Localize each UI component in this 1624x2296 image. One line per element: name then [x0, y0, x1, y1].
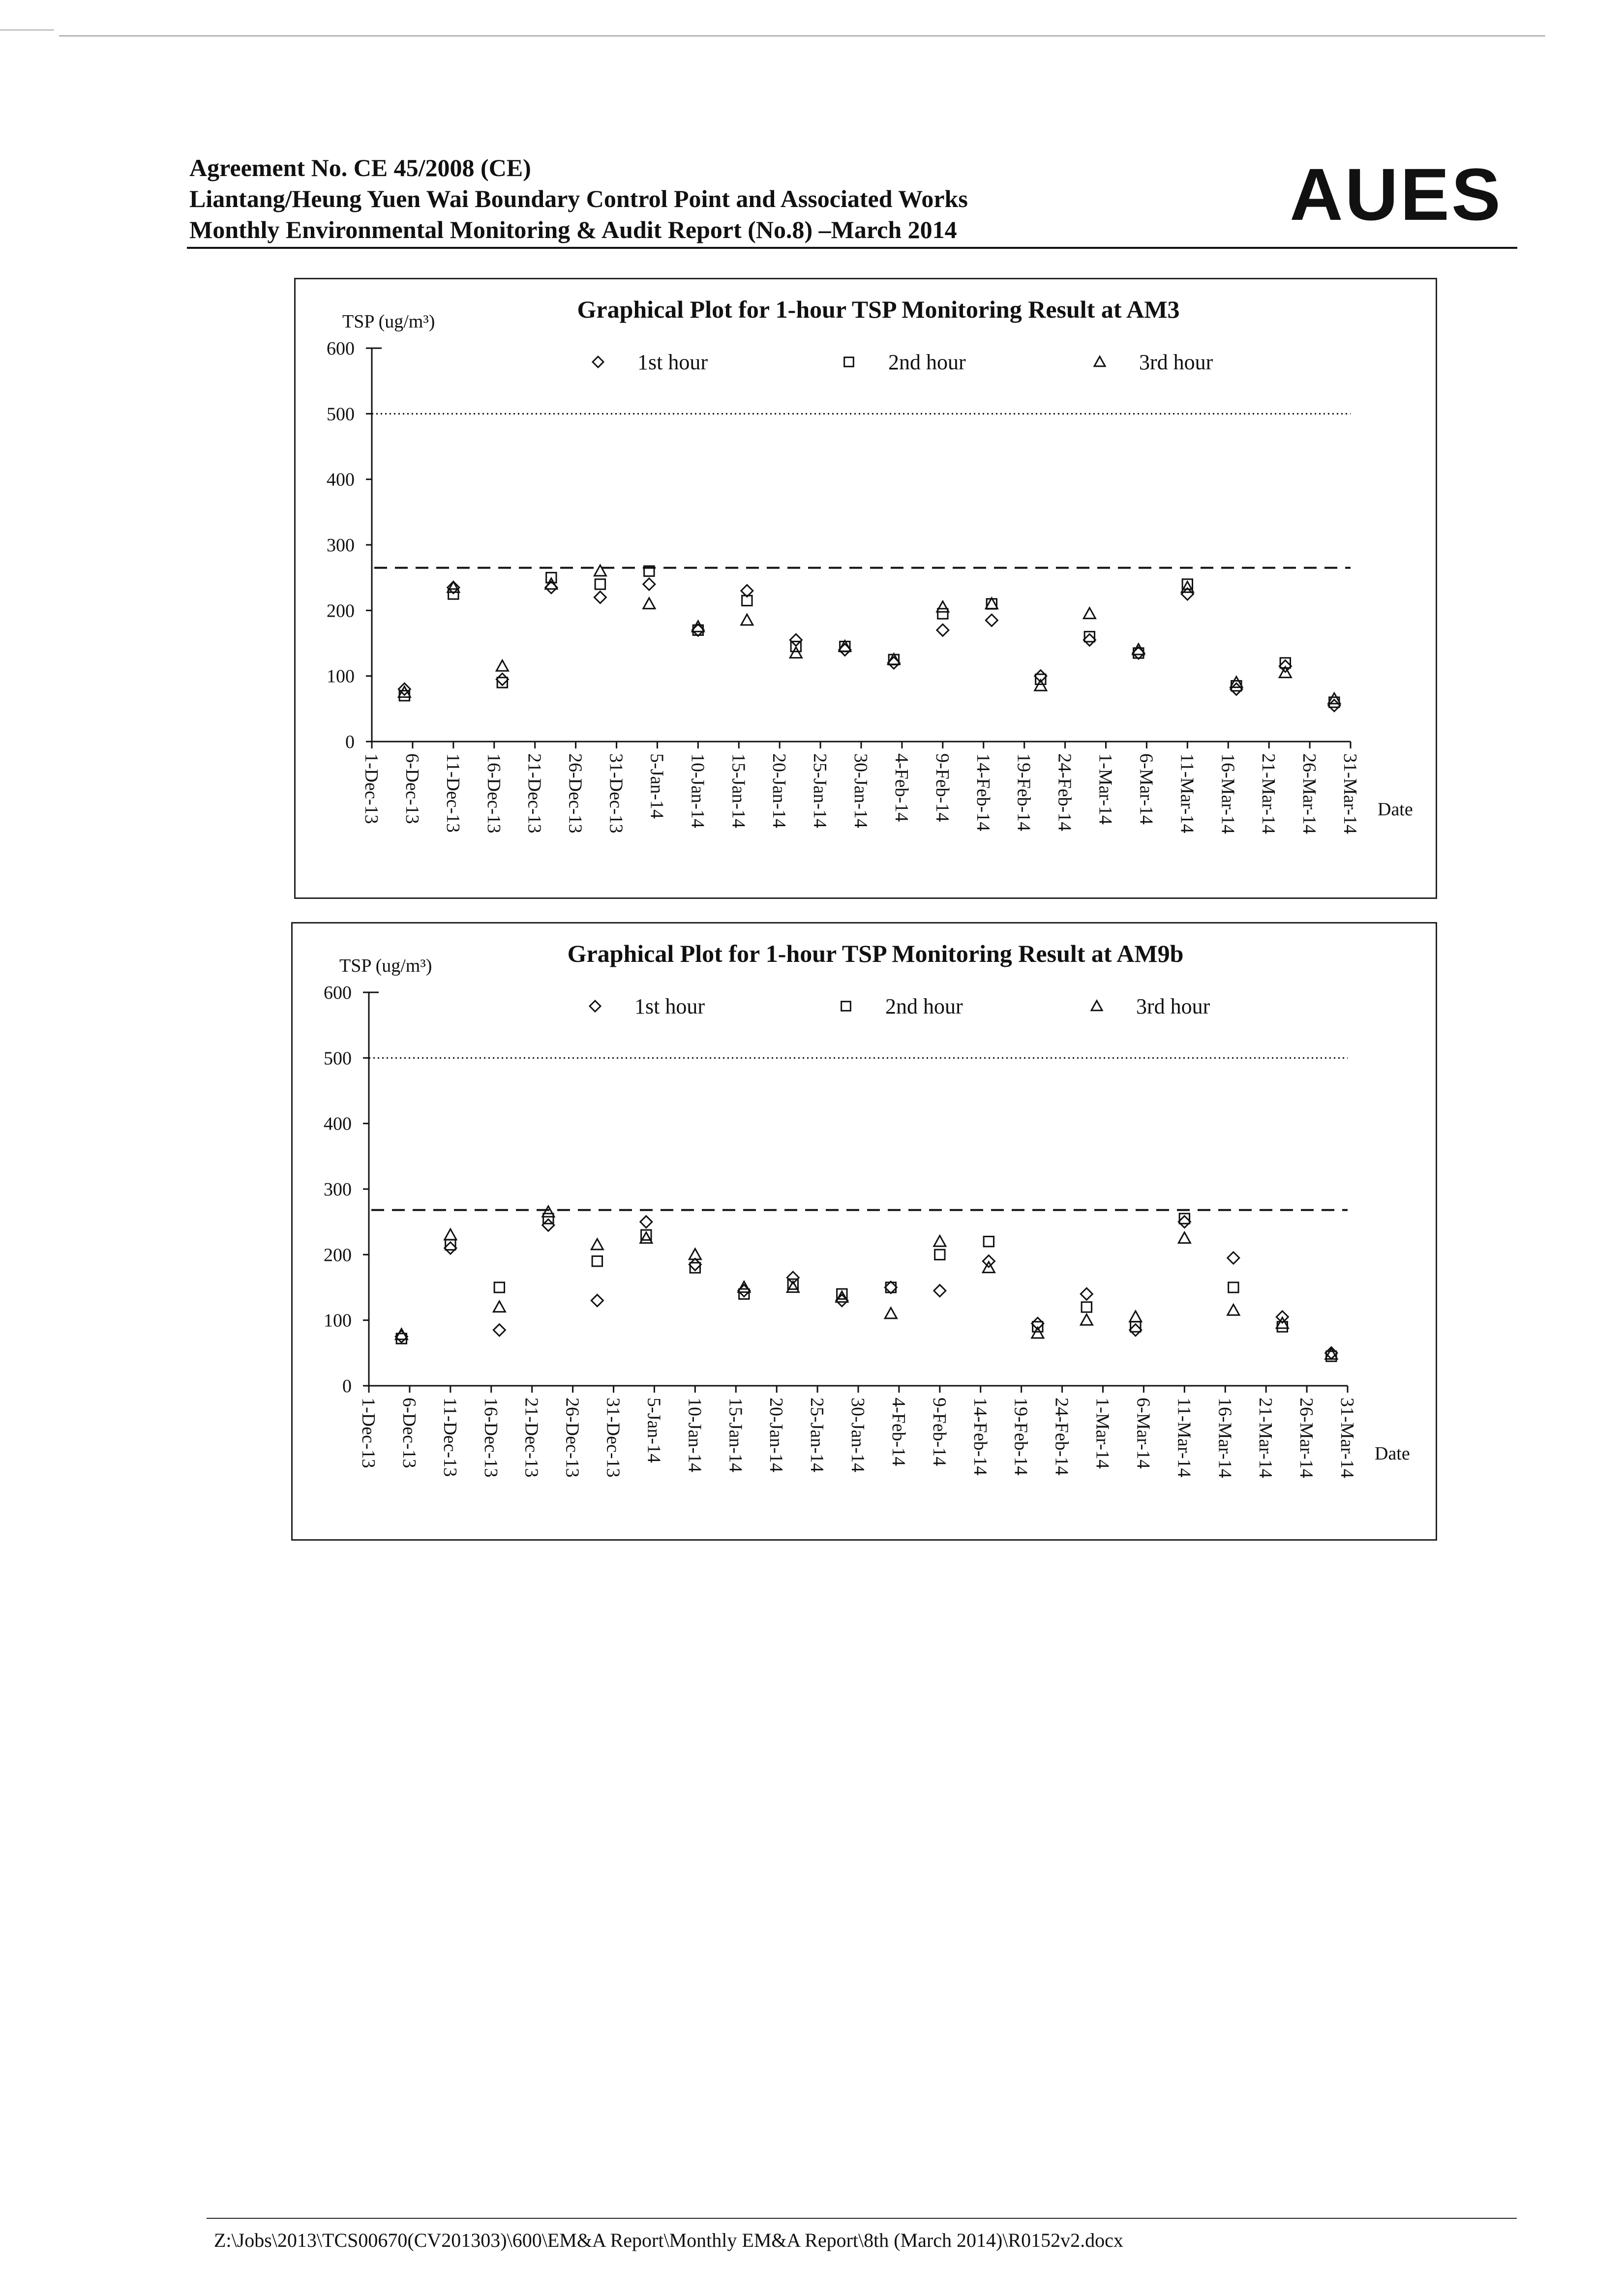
data-point-diamond	[934, 1285, 946, 1297]
series-1	[398, 578, 1340, 712]
x-tick-label: 1-Dec-13	[361, 753, 382, 824]
x-tick-label: 21-Mar-14	[1258, 753, 1279, 834]
x-tick-label: 31-Dec-13	[605, 753, 627, 834]
x-tick-label: 11-Dec-13	[439, 1398, 460, 1477]
data-point-diamond	[1178, 1216, 1190, 1228]
x-tick-label: 16-Dec-13	[480, 1398, 501, 1478]
x-tick-label: 11-Mar-14	[1173, 1398, 1195, 1478]
file-path-footer: Z:\Jobs\2013\TCS00670(CV201303)\600\EM&A Report\Monthly EM&A Report\8th (March 2014)\R0152v2.docx	[214, 2229, 1123, 2251]
y-tick-label: 200	[327, 600, 355, 622]
x-tick-label: 25-Jan-14	[810, 753, 831, 828]
data-point-diamond	[986, 614, 997, 626]
x-tick-label: 11-Dec-13	[442, 753, 463, 833]
data-point-diamond	[542, 1219, 554, 1231]
data-point-triangle	[790, 647, 802, 658]
data-point-triangle	[448, 582, 459, 593]
y-tick-label: 600	[324, 983, 352, 1003]
data-point-square	[595, 579, 605, 589]
data-point-triangle	[836, 1291, 848, 1302]
x-tick-label: 10-Jan-14	[684, 1398, 705, 1472]
y-tick-label: 500	[327, 404, 355, 425]
data-point-triangle	[1178, 1232, 1190, 1243]
y-tick-label: 100	[327, 666, 355, 687]
data-point-square	[494, 1282, 504, 1292]
data-point-diamond	[836, 1295, 848, 1307]
data-point-diamond	[643, 578, 655, 590]
data-point-triangle	[934, 1236, 946, 1247]
series-1	[395, 1216, 1337, 1359]
scan-top-line	[59, 35, 1545, 36]
y-tick-label: 0	[342, 1376, 352, 1397]
y-tick-label: 600	[327, 338, 355, 359]
series-2	[396, 1214, 1336, 1361]
footer-rule	[207, 2218, 1517, 2219]
legend-marker-diamond	[593, 357, 603, 367]
chart-am3-svg	[296, 279, 1436, 897]
y-tick-label: 300	[324, 1179, 352, 1200]
x-tick-label: 26-Dec-13	[565, 753, 586, 834]
data-point-square	[935, 1250, 945, 1259]
x-tick-label: 25-Jan-14	[807, 1398, 828, 1472]
data-point-diamond	[445, 1242, 456, 1254]
x-tick-label: 24-Feb-14	[1051, 1398, 1072, 1476]
data-point-diamond	[496, 673, 508, 685]
data-point-triangle	[937, 601, 949, 612]
data-point-diamond	[689, 1258, 701, 1270]
data-point-square	[938, 609, 948, 619]
y-axis-label: TSP (ug/m³)	[342, 311, 435, 332]
x-tick-label: 5-Jan-14	[643, 1398, 664, 1463]
data-point-triangle	[640, 1232, 652, 1243]
legend-label: 3rd hour	[1139, 350, 1213, 374]
data-point-triangle	[545, 578, 557, 589]
data-point-triangle	[1231, 677, 1242, 687]
legend-marker-triangle	[1094, 357, 1105, 366]
data-point-square	[984, 1236, 993, 1246]
data-point-diamond	[591, 1295, 603, 1307]
x-tick-label: 6-Mar-14	[1136, 753, 1157, 825]
data-point-triangle	[496, 660, 508, 671]
x-tick-label: 16-Mar-14	[1217, 753, 1238, 834]
project-title: Liantang/Heung Yuen Wai Boundary Control Point and Associated Works	[189, 185, 968, 212]
x-tick-label: 26-Mar-14	[1299, 753, 1320, 834]
y-tick-label: 500	[324, 1048, 352, 1069]
x-tick-label: 6-Mar-14	[1133, 1398, 1154, 1469]
report-header	[189, 148, 1517, 251]
x-tick-label: 30-Jan-14	[847, 1398, 868, 1472]
data-point-square	[886, 1282, 896, 1292]
data-point-triangle	[542, 1206, 554, 1217]
legend-marker-square	[842, 1002, 851, 1011]
series-3	[395, 1206, 1337, 1359]
x-tick-label: 31-Dec-13	[602, 1398, 624, 1478]
data-point-triangle	[1130, 1311, 1142, 1322]
x-tick-label: 4-Feb-14	[888, 1398, 909, 1466]
chart-am9b	[291, 922, 1437, 1541]
y-tick-label: 300	[327, 535, 355, 556]
x-tick-label: 14-Feb-14	[972, 753, 993, 832]
y-tick-label: 0	[345, 732, 355, 752]
data-point-diamond	[937, 624, 949, 636]
data-point-diamond	[493, 1324, 505, 1336]
data-point-triangle	[1081, 1314, 1092, 1325]
data-point-diamond	[1081, 1288, 1092, 1300]
data-point-square	[592, 1256, 602, 1266]
x-tick-label: 1-Dec-13	[358, 1398, 379, 1468]
x-tick-label: 16-Mar-14	[1214, 1398, 1235, 1478]
x-tick-label: 21-Dec-13	[524, 753, 545, 834]
x-tick-label: 16-Dec-13	[483, 753, 504, 834]
data-point-triangle	[591, 1239, 603, 1250]
x-tick-label: 20-Jan-14	[766, 1398, 787, 1472]
data-point-diamond	[839, 644, 851, 656]
data-point-triangle	[493, 1301, 505, 1312]
data-point-diamond	[1133, 647, 1144, 659]
y-tick-label: 400	[327, 469, 355, 490]
chart-title: Graphical Plot for 1-hour TSP Monitoring Result at AM3	[577, 296, 1180, 323]
x-tick-label: 26-Dec-13	[562, 1398, 583, 1478]
data-point-triangle	[738, 1282, 750, 1292]
data-point-diamond	[1228, 1252, 1239, 1264]
data-point-square	[1229, 1282, 1238, 1292]
data-point-triangle	[1133, 644, 1144, 655]
x-tick-label: 6-Dec-13	[401, 753, 422, 824]
data-point-triangle	[741, 614, 753, 625]
x-tick-label: 24-Feb-14	[1054, 753, 1075, 832]
data-point-diamond	[1083, 634, 1095, 646]
x-axis-label: Date	[1378, 799, 1413, 820]
x-tick-label: 31-Mar-14	[1340, 753, 1360, 834]
y-axis-label: TSP (ug/m³)	[339, 955, 432, 976]
x-tick-label: 30-Jan-14	[850, 753, 871, 828]
x-axis-label: Date	[1375, 1443, 1410, 1464]
data-point-diamond	[692, 624, 704, 636]
x-tick-label: 1-Mar-14	[1095, 753, 1116, 825]
x-tick-label: 14-Feb-14	[969, 1398, 991, 1476]
legend-marker-diamond	[590, 1001, 601, 1012]
x-tick-label: 19-Feb-14	[1013, 753, 1034, 832]
legend-marker-triangle	[1091, 1001, 1102, 1011]
data-point-triangle	[1181, 582, 1193, 593]
x-tick-label: 4-Feb-14	[891, 753, 912, 822]
data-point-diamond	[888, 657, 900, 669]
report-title: Monthly Environmental Monitoring & Audit Report (No.8) –March 2014	[189, 216, 957, 243]
chart-title: Graphical Plot for 1-hour TSP Monitoring Result at AM9b	[567, 940, 1184, 967]
data-point-triangle	[643, 598, 655, 609]
x-tick-label: 6-Dec-13	[398, 1398, 420, 1468]
x-tick-label: 5-Jan-14	[646, 753, 667, 819]
y-tick-label: 200	[324, 1245, 352, 1266]
x-tick-label: 15-Jan-14	[728, 753, 749, 828]
y-tick-label: 400	[324, 1113, 352, 1134]
legend-label: 3rd hour	[1136, 994, 1210, 1018]
x-tick-label: 1-Mar-14	[1092, 1398, 1113, 1469]
x-tick-label: 19-Feb-14	[1010, 1398, 1031, 1476]
data-point-triangle	[885, 1308, 897, 1318]
aues-logo: AUES	[1290, 153, 1503, 236]
data-point-diamond	[790, 634, 802, 646]
x-tick-label: 21-Dec-13	[521, 1398, 542, 1478]
header-rule	[187, 247, 1517, 249]
data-point-triangle	[1325, 1348, 1337, 1359]
data-point-triangle	[692, 621, 704, 632]
agreement-number: Agreement No. CE 45/2008 (CE)	[189, 154, 531, 181]
legend-label: 2nd hour	[888, 350, 966, 374]
data-point-diamond	[885, 1282, 897, 1293]
legend-label: 1st hour	[634, 994, 705, 1018]
legend-label: 1st hour	[637, 350, 708, 374]
chart-am9b-svg	[293, 924, 1436, 1539]
x-tick-label: 21-Mar-14	[1255, 1398, 1276, 1478]
x-tick-label: 9-Feb-14	[929, 1398, 950, 1466]
data-point-diamond	[594, 592, 606, 603]
data-point-diamond	[738, 1285, 750, 1297]
x-tick-label: 11-Mar-14	[1176, 753, 1198, 834]
x-tick-label: 9-Feb-14	[932, 753, 953, 822]
chart-am3	[294, 278, 1437, 899]
x-tick-label: 20-Jan-14	[769, 753, 790, 828]
data-point-triangle	[1328, 693, 1340, 704]
data-point-triangle	[445, 1229, 456, 1240]
x-tick-label: 26-Mar-14	[1296, 1398, 1317, 1478]
legend-marker-square	[844, 358, 854, 367]
data-point-diamond	[640, 1216, 652, 1228]
data-point-square	[1082, 1302, 1091, 1312]
data-point-diamond	[1130, 1324, 1142, 1336]
x-tick-label: 10-Jan-14	[687, 753, 708, 828]
data-point-triangle	[1228, 1305, 1239, 1315]
series-2	[399, 566, 1339, 707]
legend-label: 2nd hour	[885, 994, 963, 1018]
x-tick-label: 31-Mar-14	[1337, 1398, 1357, 1478]
y-tick-label: 100	[324, 1310, 352, 1331]
x-tick-label: 15-Jan-14	[725, 1398, 746, 1472]
data-point-triangle	[1083, 608, 1095, 619]
series-3	[398, 565, 1340, 704]
data-point-triangle	[594, 565, 606, 576]
